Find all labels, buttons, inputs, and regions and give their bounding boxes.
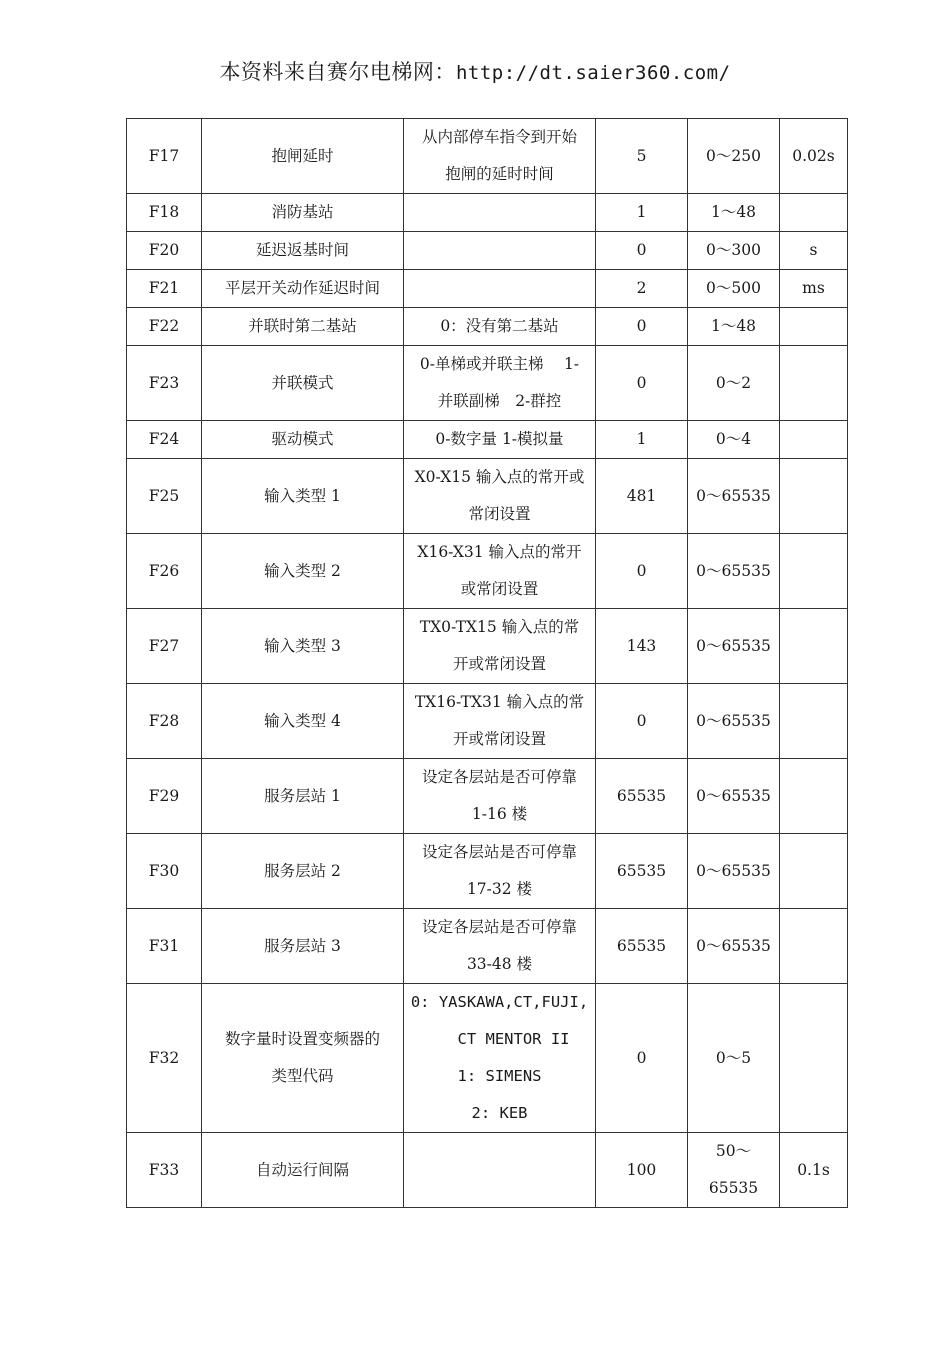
param-default: 0	[596, 232, 688, 270]
param-desc-line: 1: SIMENS	[457, 1067, 542, 1085]
param-default: 481	[596, 459, 688, 534]
param-range: 0～250	[688, 119, 780, 194]
table-row	[127, 909, 848, 984]
param-desc-line: 33-48 楼	[466, 955, 533, 973]
param-desc-line: 2: KEB	[471, 1104, 528, 1122]
param-desc	[404, 834, 596, 909]
param-name	[202, 984, 404, 1133]
param-default: 0	[596, 534, 688, 609]
param-range	[688, 1133, 780, 1208]
param-range: 0～500	[688, 270, 780, 308]
param-unit: ms	[780, 270, 848, 308]
param-range: 0～5	[688, 984, 780, 1133]
param-default: 143	[596, 609, 688, 684]
param-desc	[404, 984, 596, 1133]
param-name: 平层开关动作延迟时间	[202, 270, 404, 308]
param-unit	[780, 834, 848, 909]
param-name: 驱动模式	[202, 421, 404, 459]
param-range: 0～65535	[688, 909, 780, 984]
param-name-line: 类型代码	[271, 1067, 334, 1085]
param-unit	[780, 194, 848, 232]
param-desc-line: 开或常闭设置	[452, 730, 546, 748]
param-unit: s	[780, 232, 848, 270]
param-range: 0～65535	[688, 459, 780, 534]
param-unit	[780, 534, 848, 609]
table-row	[127, 232, 848, 270]
param-default: 0	[596, 346, 688, 421]
param-desc-line: X16-X31 输入点的常开	[417, 543, 582, 561]
param-desc	[404, 459, 596, 534]
param-name: 抱闸延时	[202, 119, 404, 194]
param-unit: 0.1s	[780, 1133, 848, 1208]
param-unit	[780, 421, 848, 459]
param-name: 输入类型 4	[202, 684, 404, 759]
param-unit	[780, 984, 848, 1133]
param-desc-line: 从内部停车指令到开始	[421, 128, 577, 146]
param-code: F25	[127, 459, 202, 534]
param-name: 输入类型 3	[202, 609, 404, 684]
param-range-line: 65535	[708, 1179, 759, 1197]
param-default: 1	[596, 194, 688, 232]
table-row	[127, 421, 848, 459]
param-desc-line: CT MENTOR II	[429, 1030, 570, 1048]
param-code: F18	[127, 194, 202, 232]
param-code: F17	[127, 119, 202, 194]
param-desc-line: 或常闭设置	[460, 580, 539, 598]
param-range: 1～48	[688, 308, 780, 346]
param-name: 延迟返基时间	[202, 232, 404, 270]
param-code: F21	[127, 270, 202, 308]
param-code: F29	[127, 759, 202, 834]
table-row	[127, 984, 848, 1133]
param-code: F30	[127, 834, 202, 909]
param-desc-line: 0-单梯或并联主梯 1-	[419, 355, 580, 373]
table-row	[127, 194, 848, 232]
param-name: 输入类型 2	[202, 534, 404, 609]
parameter-table	[126, 118, 848, 1208]
param-range-line: 50～	[715, 1142, 752, 1160]
param-desc	[404, 232, 596, 270]
param-default: 1	[596, 421, 688, 459]
param-desc	[404, 759, 596, 834]
param-code: F28	[127, 684, 202, 759]
param-unit	[780, 308, 848, 346]
param-code: F23	[127, 346, 202, 421]
param-desc-line: 开或常闭设置	[452, 655, 546, 673]
param-desc-line: 设定各层站是否可停靠	[421, 843, 577, 861]
header-prefix: 本资料来自赛尔电梯网：	[219, 60, 456, 84]
param-desc	[404, 270, 596, 308]
param-desc	[404, 346, 596, 421]
page-header	[0, 56, 950, 86]
param-desc-line: TX0-TX15 输入点的常	[419, 618, 580, 636]
param-range: 0～65535	[688, 684, 780, 759]
param-default: 65535	[596, 834, 688, 909]
param-name: 自动运行间隔	[202, 1133, 404, 1208]
table-row	[127, 459, 848, 534]
param-code: F20	[127, 232, 202, 270]
param-name: 并联模式	[202, 346, 404, 421]
param-desc-line: X0-X15 输入点的常开或	[414, 468, 585, 486]
param-unit	[780, 909, 848, 984]
param-name: 并联时第二基站	[202, 308, 404, 346]
param-default: 0	[596, 308, 688, 346]
param-name: 服务层站 2	[202, 834, 404, 909]
param-desc-line: 设定各层站是否可停靠	[421, 768, 577, 786]
param-code: F27	[127, 609, 202, 684]
table-row	[127, 534, 848, 609]
param-code: F24	[127, 421, 202, 459]
param-desc-line: 并联副梯 2-群控	[437, 392, 562, 410]
param-desc-line: 0: YASKAWA,CT,FUJI,	[410, 993, 589, 1011]
param-default: 65535	[596, 909, 688, 984]
param-range: 0～65535	[688, 534, 780, 609]
table-row	[127, 270, 848, 308]
param-desc	[404, 119, 596, 194]
param-default: 100	[596, 1133, 688, 1208]
param-desc	[404, 534, 596, 609]
param-range: 0～4	[688, 421, 780, 459]
param-desc: 0：没有第二基站	[404, 308, 596, 346]
table-row	[127, 1133, 848, 1208]
param-range: 1～48	[688, 194, 780, 232]
param-code: F31	[127, 909, 202, 984]
param-desc-line: 17-32 楼	[466, 880, 533, 898]
param-default: 0	[596, 684, 688, 759]
param-code: F26	[127, 534, 202, 609]
param-default: 5	[596, 119, 688, 194]
param-name-line: 数字量时设置变频器的	[224, 1030, 380, 1048]
table-row	[127, 834, 848, 909]
param-range: 0～65535	[688, 609, 780, 684]
param-desc	[404, 684, 596, 759]
table-row	[127, 346, 848, 421]
param-unit: 0.02s	[780, 119, 848, 194]
param-default: 0	[596, 984, 688, 1133]
param-desc-line: 1-16 楼	[471, 805, 528, 823]
param-desc	[404, 909, 596, 984]
param-name: 服务层站 1	[202, 759, 404, 834]
param-desc-line: 设定各层站是否可停靠	[421, 918, 577, 936]
param-desc	[404, 1133, 596, 1208]
param-desc	[404, 609, 596, 684]
param-desc: 0-数字量 1-模拟量	[404, 421, 596, 459]
param-range: 0～300	[688, 232, 780, 270]
header-url: http://dt.saier360.com/	[455, 62, 731, 84]
param-range: 0～65535	[688, 759, 780, 834]
table-row	[127, 759, 848, 834]
param-desc	[404, 194, 596, 232]
param-default: 65535	[596, 759, 688, 834]
param-unit	[780, 684, 848, 759]
param-name: 输入类型 1	[202, 459, 404, 534]
table-row	[127, 308, 848, 346]
param-desc-line: 抱闸的延时时间	[445, 165, 554, 183]
param-unit	[780, 459, 848, 534]
param-unit	[780, 609, 848, 684]
param-name: 消防基站	[202, 194, 404, 232]
param-desc-line: 常闭设置	[468, 505, 531, 523]
param-code: F32	[127, 984, 202, 1133]
param-code: F22	[127, 308, 202, 346]
param-name: 服务层站 3	[202, 909, 404, 984]
param-code: F33	[127, 1133, 202, 1208]
table-row	[127, 609, 848, 684]
param-unit	[780, 346, 848, 421]
param-desc-line: TX16-TX31 输入点的常	[414, 693, 585, 711]
table-row	[127, 119, 848, 194]
param-unit	[780, 759, 848, 834]
param-range: 0～65535	[688, 834, 780, 909]
table-row	[127, 684, 848, 759]
param-default: 2	[596, 270, 688, 308]
param-range: 0～2	[688, 346, 780, 421]
